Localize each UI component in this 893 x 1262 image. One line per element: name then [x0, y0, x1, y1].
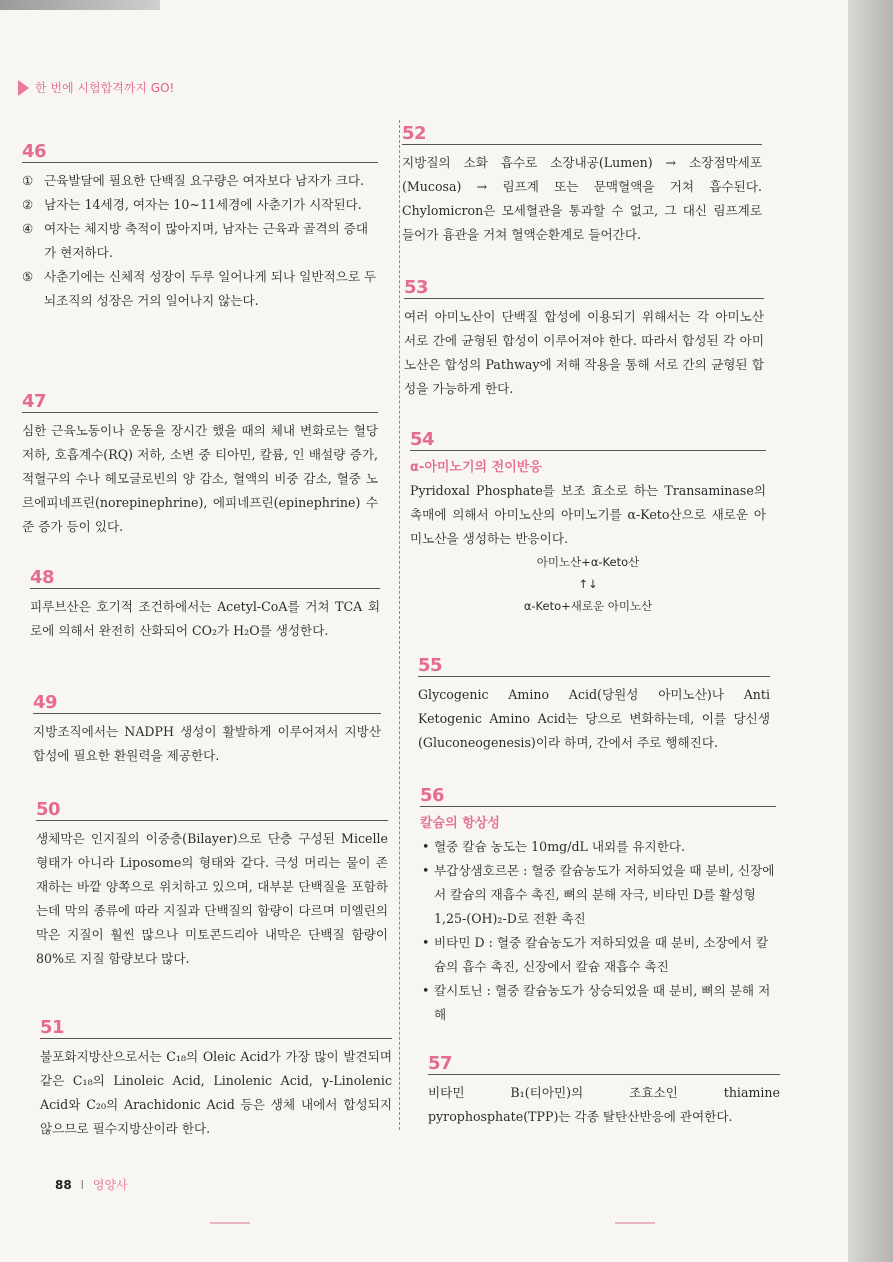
option-marker: ⑤ [22, 269, 34, 284]
page-footer [55, 1176, 128, 1193]
bullet-text: 부갑상샘호르몬 : 혈중 칼슘농도가 저하되었을 때 분비, 신장에서 칼슘의 재흡수 촉진, 뼈의 분해 자극, 비타민 D를 활성형 1,25-(OH)₂-D로 전환 촉진 [434, 863, 775, 926]
answer-rule [33, 713, 381, 714]
answer-53 [404, 278, 764, 401]
bullet-item [420, 835, 776, 859]
footer-subject: 영양사 [92, 1178, 128, 1192]
footer-separator: I [80, 1178, 85, 1192]
answer-number: 51 [40, 1017, 65, 1038]
answer-option [22, 169, 378, 193]
answer-text: 여러 아미노산이 단백질 합성에 이용되기 위해서는 각 아미노산 서로 간에 균형된 합성이 이루어져야 한다. 따라서 합성된 각 아미노산은 합성의 Pathway에 저해 작용을 통해 서로 간의 균형된 합성을 가능하게 한다. [404, 309, 764, 396]
option-marker: ② [22, 197, 34, 212]
answer-text: 심한 근육노동이나 운동을 장시간 했을 때의 체내 변화로는 혈당 저하, 호흡계수(RQ) 저하, 소변 중 티아민, 칼륨, 인 배설량 증가, 적혈구의 수나 헤모글로빈의 양 감소, 혈액의 비중 감소, 혈중 노르에피네프린(norepinephrine), 에피네프린(epinephrine) 수준 증가 등이 있다. [22, 423, 378, 534]
answer-rule [22, 162, 378, 163]
answer-text: 불포화지방산으로서는 C₁₈의 Oleic Acid가 가장 많이 발견되며 같은 C₁₈의 Linoleic Acid, Linolenic Acid, γ-Linolenic Acid와 C₂₀의 Arachidonic Acid 등은 생체 내에서 합성되지 않으므로 필수지방산이라 한다. [40, 1049, 392, 1136]
option-text: 남자는 14세경, 여자는 10~11세경에 사춘기가 시작된다. [44, 197, 362, 212]
answer-number: 52 [402, 123, 427, 144]
answer-rule [30, 588, 380, 589]
answer-46 [22, 142, 378, 313]
answer-rule [40, 1038, 392, 1039]
answer-text: Glycogenic Amino Acid(당원성 아미노산)나 Anti Ketogenic Amino Acid는 당으로 변화하는데, 이를 당신생(Gluconeogenesis)이라 하며, 간에서 주로 행해진다. [418, 687, 770, 750]
answer-option [22, 265, 378, 313]
answer-49 [33, 693, 381, 768]
answer-51 [40, 1018, 392, 1141]
answer-option [22, 193, 378, 217]
bullet-item [420, 979, 776, 1027]
bullet-dot-icon: • [422, 839, 430, 854]
answer-text: 지방질의 소화 흡수로 소장내공(Lumen) → 소장점막세포(Mucosa) → 림프계 또는 문맥혈액을 거쳐 흡수된다. Chylomicron은 모세혈관을 통과할 수 없고, 그 대신 림프계로 들어가 흉관을 거쳐 혈액순환계로 들어간다. [402, 155, 762, 242]
answer-number: 55 [418, 655, 443, 676]
option-text: 사춘기에는 신체적 성장이 두루 일어나게 되나 일반적으로 두뇌조직의 성장은 거의 일어나지 않는다. [44, 269, 377, 308]
answer-rule [402, 144, 762, 145]
top-strip [0, 0, 160, 10]
answer-rule [420, 806, 776, 807]
column-divider [399, 120, 400, 1130]
answer-text: Pyridoxal Phosphate를 보조 효소로 하는 Transaminase의 촉매에 의해서 아미노산의 아미노기를 α-Keto산으로 새로운 아미노산을 생성하는 반응이다. [410, 483, 766, 546]
answer-55 [418, 656, 770, 755]
option-marker: ① [22, 173, 34, 188]
answer-48 [30, 568, 380, 643]
answer-rule [22, 412, 378, 413]
header-title: 한 번에 시험합격까지 GO! [35, 81, 175, 95]
bullet-dot-icon: • [422, 983, 430, 998]
answer-number: 48 [30, 567, 55, 588]
answer-rule [404, 298, 764, 299]
option-text: 근육발달에 필요한 단백질 요구량은 여자보다 남자가 크다. [44, 173, 364, 188]
answer-subtitle: 칼슘의 항상성 [420, 816, 500, 831]
answer-rule [418, 676, 770, 677]
bullet-item [420, 859, 776, 931]
answer-number: 57 [428, 1053, 453, 1074]
bullet-dot-icon: • [422, 935, 430, 950]
answer-text: 피루브산은 호기적 조건하에서는 Acetyl-CoA를 거쳐 TCA 회로에 의해서 완전히 산화되어 CO₂가 H₂O를 생성한다. [30, 599, 380, 638]
triangle-icon [18, 80, 29, 96]
answer-text: 비타민 B₁(티아민)의 조효소인 thiamine pyrophosphate(TPP)는 각종 탈탄산반응에 관여한다. [428, 1085, 780, 1124]
answer-text: 생체막은 인지질의 이중층(Bilayer)으로 단층 구성된 Micelle 형태가 아니라 Liposome의 형태와 같다. 극성 머리는 물이 존재하는 바깥 양쪽으로 위치하고 있으며, 대부분 단백질을 포함하는데 막의 종류에 따라 지질과 단백질의 함량이 다르며 미엘린의 막은 지질이 훨씬 많으나 미토콘드리아 내막은 단백질 함량이 80%로 지질 함량보다 많다. [36, 831, 388, 966]
answer-52 [402, 124, 762, 247]
answer-rule [410, 450, 766, 451]
answer-54 [410, 430, 766, 617]
faint-mark [615, 1222, 655, 1224]
answer-number: 49 [33, 692, 58, 713]
answer-text: 지방조직에서는 NADPH 생성이 활발하게 이루어져서 지방산 합성에 필요한 환원력을 제공한다. [33, 724, 381, 763]
page-edge-shadow [848, 0, 893, 1262]
reaction-right: α-Keto+새로운 아미노산 [523, 599, 653, 613]
reaction-arrows: ↑↓ [578, 577, 598, 591]
answer-number: 46 [22, 141, 47, 162]
answer-subtitle: α-아미노기의 전이반응 [410, 460, 542, 475]
bullet-item [420, 931, 776, 979]
bullet-text: 비타민 D : 혈중 칼슘농도가 저하되었을 때 분비, 소장에서 칼슘의 흡수 촉진, 신장에서 칼슘 재흡수 촉진 [434, 935, 769, 974]
faint-mark [210, 1222, 250, 1224]
bullet-text: 칼시토닌 : 혈중 칼슘농도가 상승되었을 때 분비, 뼈의 분해 저해 [434, 983, 771, 1022]
reaction-left: 아미노산+α-Keto산 [536, 555, 640, 569]
answer-rule [428, 1074, 780, 1075]
answer-46-items [22, 169, 378, 313]
answer-50 [36, 800, 388, 971]
bullet-text: 혈중 칼슘 농도는 10mg/dL 내외를 유지한다. [434, 839, 686, 854]
page-number: 88 [55, 1178, 72, 1192]
answer-56-bullets [420, 835, 776, 1027]
answer-option [22, 217, 378, 265]
answer-number: 47 [22, 391, 47, 412]
answer-rule [36, 820, 388, 821]
running-header [18, 79, 174, 96]
option-text: 여자는 체지방 축적이 많아지며, 남자는 근육과 골격의 증대가 현저하다. [44, 221, 368, 260]
option-marker: ④ [22, 221, 34, 236]
answer-number: 56 [420, 785, 445, 806]
answer-number: 50 [36, 799, 61, 820]
answer-number: 53 [404, 277, 429, 298]
bullet-dot-icon: • [422, 863, 430, 878]
answer-47 [22, 392, 378, 539]
answer-57 [428, 1054, 780, 1129]
answer-number: 54 [410, 429, 435, 450]
answer-56 [420, 786, 776, 1027]
